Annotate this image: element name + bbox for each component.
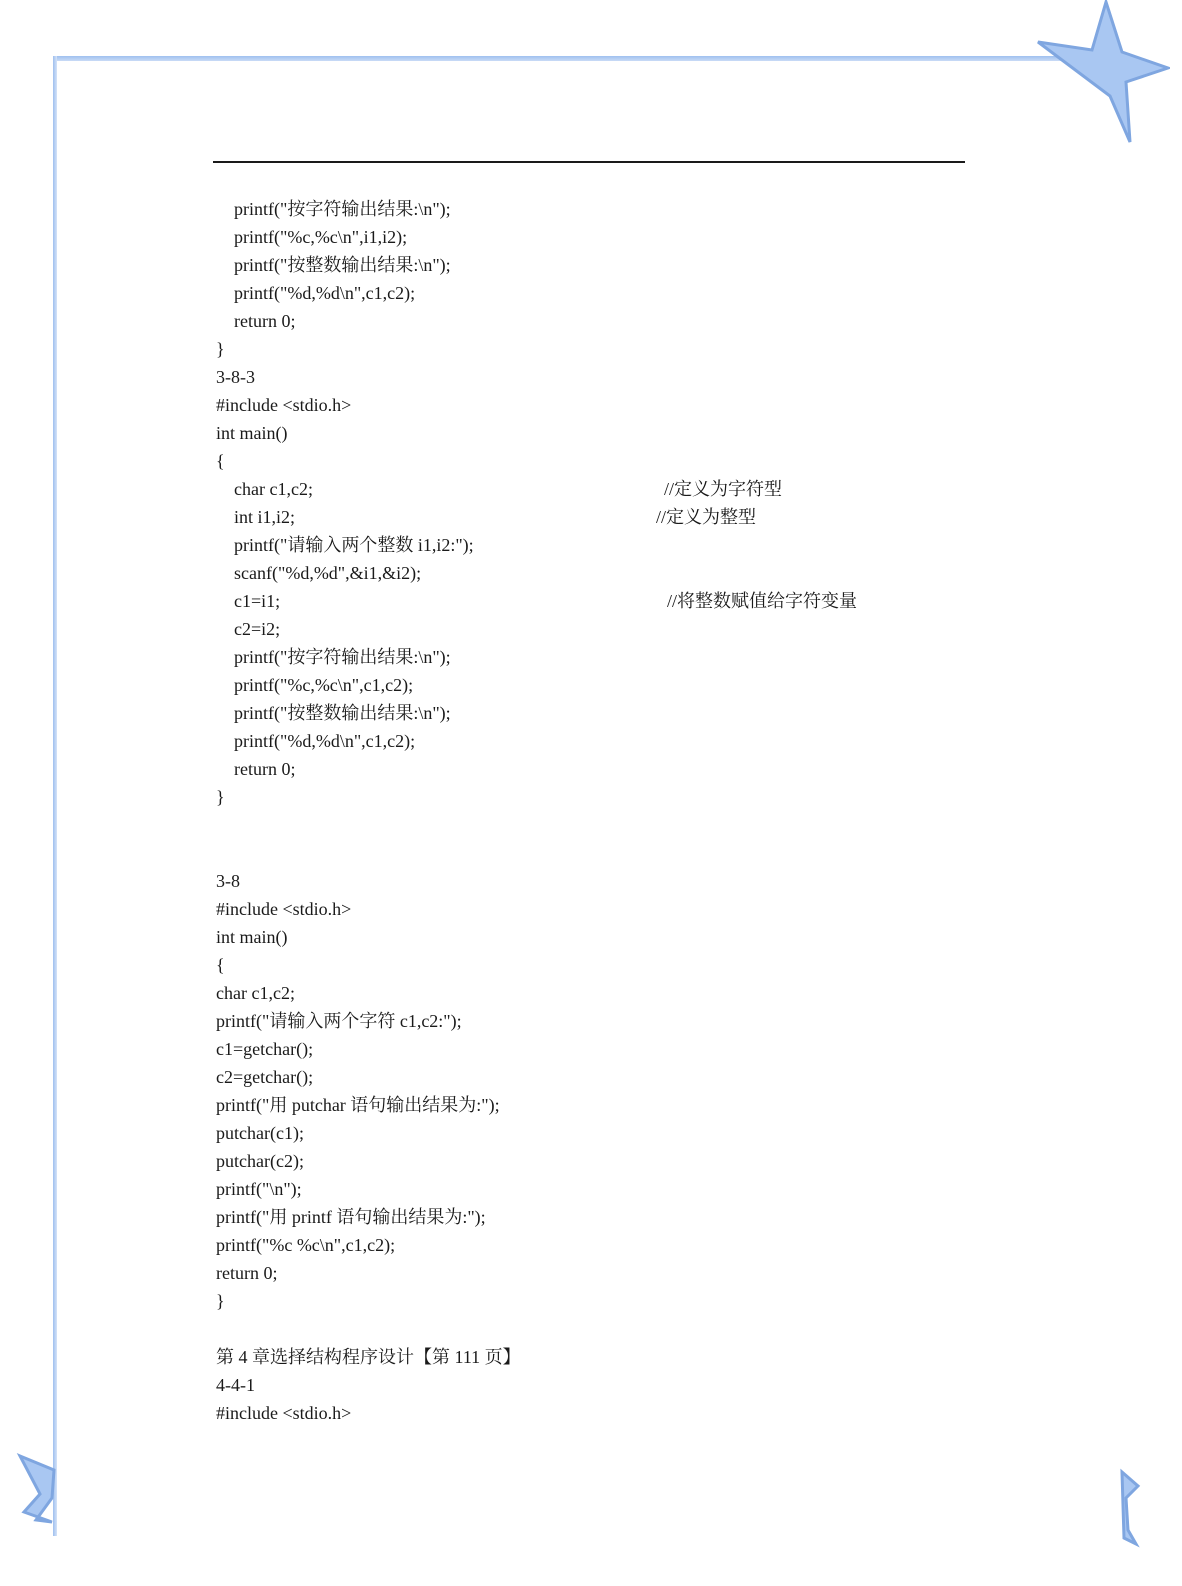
code-line: { — [216, 955, 225, 975]
header-rule — [213, 161, 965, 163]
code-line: return 0; — [234, 311, 296, 331]
section-label: 4-4-1 — [216, 1375, 255, 1395]
section-label: 3-8-3 — [216, 367, 255, 387]
code-line: c2=getchar(); — [216, 1067, 314, 1087]
page-frame-top — [53, 56, 1133, 61]
code-line: char c1,c2; //定义为字符型 — [216, 475, 976, 503]
chapter-title: 第 4 章选择结构程序设计 — [216, 1347, 414, 1367]
code-line: printf("按字符输出结果:\n"); — [234, 199, 451, 219]
code-line: char c1,c2; — [216, 983, 295, 1003]
code-line: printf("\n"); — [216, 1179, 302, 1199]
code-line: int main() — [216, 927, 288, 947]
document-body — [216, 195, 976, 1427]
code-line: #include <stdio.h> — [216, 899, 352, 919]
code-line: printf("用 putchar 语句输出结果为:"); — [216, 1095, 500, 1115]
code-line: int i1,i2; //定义为整型 — [216, 503, 976, 531]
code-line: printf("%d,%d\n",c1,c2); — [234, 731, 416, 751]
code-line: scanf("%d,%d",&i1,&i2); — [234, 563, 422, 583]
code-line: } — [216, 1291, 225, 1311]
code-line: c1=i1; //将整数赋值给字符变量 — [216, 587, 976, 615]
code-line: putchar(c1); — [216, 1123, 304, 1143]
code-line: printf("%c,%c\n",c1,c2); — [234, 675, 414, 695]
star-icon — [1118, 1468, 1142, 1548]
code-line: } — [216, 787, 225, 807]
code-line: c2=i2; — [234, 619, 281, 639]
code-line: printf("按字符输出结果:\n"); — [234, 647, 451, 667]
chapter-page-ref: 【第 111 页】 — [414, 1347, 521, 1367]
code-comment: //定义为整型 — [656, 507, 757, 527]
code-line: { — [216, 451, 225, 471]
code-comment: //将整数赋值给字符变量 — [667, 591, 858, 611]
code-line: c1=getchar(); — [216, 1039, 314, 1059]
code-line: #include <stdio.h> — [216, 395, 352, 415]
code-line: printf("按整数输出结果:\n"); — [234, 703, 451, 723]
code-line: #include <stdio.h> — [216, 1403, 352, 1423]
code-comment: //定义为字符型 — [664, 479, 783, 499]
code-line: } — [216, 339, 225, 359]
code-line: return 0; — [216, 1263, 278, 1283]
code-line: printf("%c %c\n",c1,c2); — [216, 1235, 396, 1255]
code-line: printf("%c,%c\n",i1,i2); — [234, 227, 408, 247]
page-frame-left — [53, 56, 57, 1536]
code-line: putchar(c2); — [216, 1151, 304, 1171]
code-line: int main() — [216, 423, 288, 443]
code-line: printf("按整数输出结果:\n"); — [234, 255, 451, 275]
code-line: printf("请输入两个字符 c1,c2:"); — [216, 1011, 462, 1031]
code-line: return 0; — [234, 759, 296, 779]
chapter-heading — [216, 1343, 976, 1371]
star-icon — [1030, 0, 1170, 148]
star-icon — [16, 1448, 60, 1528]
section-label: 3-8 — [216, 871, 240, 891]
code-line: printf("请输入两个整数 i1,i2:"); — [234, 535, 474, 555]
code-line: printf("%d,%d\n",c1,c2); — [234, 283, 416, 303]
code-line: printf("用 printf 语句输出结果为:"); — [216, 1207, 486, 1227]
